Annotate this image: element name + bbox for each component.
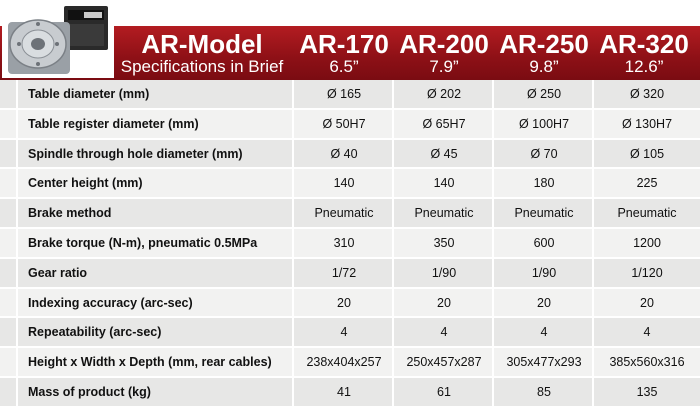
spec-table xyxy=(0,80,700,408)
model-header-ar170 xyxy=(294,31,394,77)
table-cell: 1/72 xyxy=(331,265,357,280)
model-size: 9.8” xyxy=(529,57,559,76)
column-divider xyxy=(16,80,18,408)
model-size: 6.5” xyxy=(329,57,359,76)
table-row xyxy=(0,80,700,110)
model-header-ar200 xyxy=(394,31,494,77)
table-cell: Ø 70 xyxy=(530,146,558,161)
table-cell: 1/90 xyxy=(531,265,557,280)
table-row xyxy=(0,110,700,140)
column-divider xyxy=(292,80,294,408)
table-row xyxy=(0,348,700,378)
table-cell: 600 xyxy=(533,236,555,250)
table-row xyxy=(0,169,700,199)
table-cell: 238x404x257 xyxy=(306,355,382,370)
model-title: AR-Model xyxy=(141,29,263,59)
table-cell: Ø 130H7 xyxy=(621,116,673,131)
table-row xyxy=(0,289,700,319)
spec-header xyxy=(0,0,700,80)
table-cell: 20 xyxy=(337,295,351,310)
table-row xyxy=(0,229,700,259)
column-divider xyxy=(492,80,494,408)
rotary-table-machine-image xyxy=(2,2,114,78)
table-cell: Ø 250 xyxy=(526,87,562,101)
table-cell: 85 xyxy=(537,385,551,399)
table-row xyxy=(0,199,700,229)
model-name: AR-200 xyxy=(399,29,489,59)
table-cell: 135 xyxy=(636,385,658,399)
table-cell: Ø 320 xyxy=(629,87,665,101)
table-cell: Pneumatic xyxy=(514,206,574,221)
row-label: Mass of product (kg) xyxy=(28,385,151,399)
table-cell: 4 xyxy=(540,325,548,340)
model-name: AR-320 xyxy=(599,29,689,59)
table-cell: 1200 xyxy=(633,236,661,250)
table-cell: Ø 40 xyxy=(330,146,358,161)
column-divider xyxy=(592,80,594,408)
table-cell: 4 xyxy=(643,325,651,340)
row-label: Center height (mm) xyxy=(28,176,143,191)
table-cell: 310 xyxy=(333,236,355,250)
table-cell: 140 xyxy=(433,176,455,191)
row-label: Repeatability (arc-sec) xyxy=(28,325,162,340)
model-subtitle: Specifications in Brief xyxy=(120,57,284,76)
table-cell: Ø 165 xyxy=(326,87,362,101)
table-cell: 4 xyxy=(440,325,448,340)
table-cell: 20 xyxy=(537,295,551,310)
table-cell: 1/120 xyxy=(631,265,663,280)
table-cell: 180 xyxy=(533,176,555,191)
row-label: Table register diameter (mm) xyxy=(28,116,199,131)
row-label: Height x Width x Depth (mm, rear cables) xyxy=(28,355,272,370)
table-cell: 250x457x287 xyxy=(406,355,482,370)
table-cell: 20 xyxy=(437,295,451,310)
table-row xyxy=(0,378,700,408)
table-row xyxy=(0,318,700,348)
table-cell: Pneumatic xyxy=(314,206,374,221)
table-row xyxy=(0,259,700,289)
table-cell: 4 xyxy=(340,325,348,340)
table-cell: 20 xyxy=(640,295,654,310)
table-cell: Pneumatic xyxy=(414,206,474,221)
table-cell: 1/90 xyxy=(431,265,457,280)
table-cell: 385x560x316 xyxy=(609,355,685,370)
table-cell: Pneumatic xyxy=(617,206,677,221)
row-label: Brake torque (N-m), pneumatic 0.5MPa xyxy=(28,236,258,250)
row-label: Spindle through hole diameter (mm) xyxy=(28,146,243,161)
table-cell: 225 xyxy=(636,176,658,191)
table-cell: Ø 100H7 xyxy=(518,116,570,131)
table-row xyxy=(0,140,700,170)
table-cell: Ø 105 xyxy=(629,146,665,161)
table-cell: 350 xyxy=(433,236,455,250)
column-divider xyxy=(392,80,394,408)
table-cell: Ø 50H7 xyxy=(322,116,366,131)
table-cell: Ø 45 xyxy=(430,146,458,161)
row-label: Gear ratio xyxy=(28,265,88,280)
row-label: Table diameter (mm) xyxy=(28,87,150,101)
table-cell: Ø 202 xyxy=(426,87,462,101)
model-title-block xyxy=(118,31,286,77)
model-header-ar320 xyxy=(594,31,694,77)
table-cell: 140 xyxy=(333,176,355,191)
model-name: AR-170 xyxy=(299,29,389,59)
table-cell: 41 xyxy=(337,385,351,399)
row-label: Brake method xyxy=(28,206,112,221)
model-size: 12.6” xyxy=(624,57,664,76)
table-cell: 61 xyxy=(437,385,451,399)
model-header-ar250 xyxy=(494,31,594,77)
table-cell: Ø 65H7 xyxy=(422,116,466,131)
model-size: 7.9” xyxy=(429,57,459,76)
row-label: Indexing accuracy (arc-sec) xyxy=(28,295,193,310)
table-cell: 305x477x293 xyxy=(506,355,582,370)
model-name: AR-250 xyxy=(499,29,589,59)
